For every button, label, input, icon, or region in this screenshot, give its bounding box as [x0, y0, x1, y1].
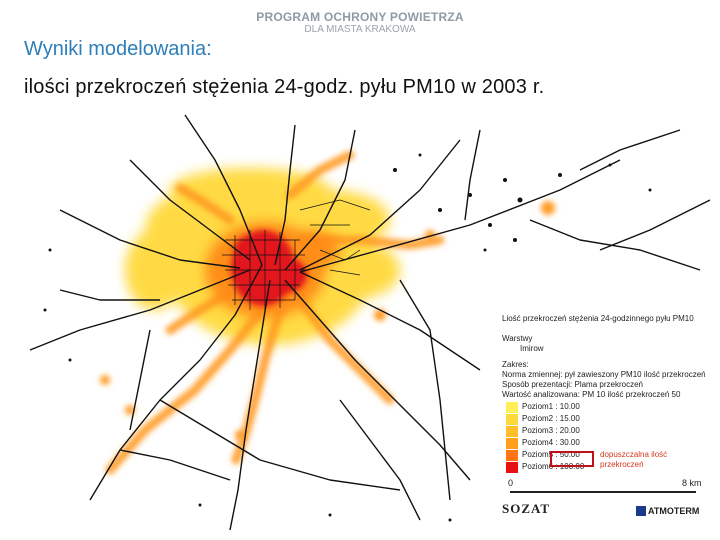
brand-line-2: DLA MIASTA KRAKOWA: [304, 24, 416, 35]
scale-label-start: 0: [508, 478, 514, 488]
legend-level-label: Poziom3 : 20.00: [522, 426, 580, 435]
atmoterm-logo-icon: [636, 506, 646, 516]
legend-level-label: Poziom4 : 30.00: [522, 438, 580, 447]
permissible-callout: [600, 450, 667, 470]
legend-swatch: [506, 426, 518, 437]
legend-description-1: Norma zmiennej: pył zawieszony PM10 ilość przekroczeń: [502, 370, 706, 379]
legend-title: Liość przekroczeń stężenia 24-godzinnego pyłu PM10: [502, 314, 694, 323]
legend-subheader: Zakres:: [502, 360, 529, 369]
legend-swatch: [506, 462, 518, 473]
scale-bar: [510, 491, 696, 493]
brand-line-1: PROGRAM OCHRONY POWIETRZA: [256, 10, 464, 24]
legend-level-label: Poziom2 : 15.00: [522, 414, 580, 423]
legend-level-label: Poziom5 : 50.00: [522, 450, 580, 459]
legend-swatch: [506, 438, 518, 449]
atmoterm-logo: ATMOTERM: [648, 506, 700, 516]
legend-swatch: [506, 414, 518, 425]
legend-level-label: Poziom1 : 10.00: [522, 402, 580, 411]
permissible-level-highlight: [550, 451, 594, 467]
legend-swatch: [506, 402, 518, 413]
legend-description-3: Wartość analizowana: PM 10 ilość przekroczeń 50: [502, 390, 681, 399]
map-legend: [502, 310, 716, 522]
page-title-line-2: ilości przekroczeń stężenia 24-godz. pyłu PM10 w 2003 r.: [24, 76, 545, 98]
legend-layers-label: Warstwy: [502, 334, 533, 343]
legend-layer-name: Imirow: [520, 344, 544, 353]
callout-line-2: przekroczeń: [600, 460, 644, 469]
scale-label-end: 8 km: [682, 478, 702, 488]
page-title-line-1: Wyniki modelowania:: [24, 38, 212, 60]
legend-swatch: [506, 450, 518, 461]
callout-line-1: dopuszczalna ilość: [600, 450, 668, 459]
legend-description-2: Sposób prezentacji: Plama przekroczeń: [502, 380, 643, 389]
legend-level-label: Poziom6 : 100.00: [522, 462, 585, 471]
sozat-logo: SOZAT: [502, 501, 551, 516]
